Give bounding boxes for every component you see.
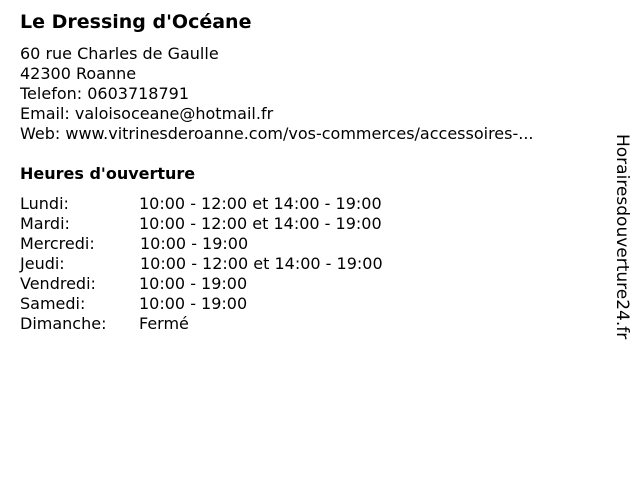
day-times: Fermé xyxy=(139,314,189,333)
day-times: 10:00 - 19:00 xyxy=(139,274,248,293)
day-times: 10:00 - 12:00 et 14:00 - 19:00 xyxy=(140,254,383,273)
hours-row-monday xyxy=(20,194,383,214)
street-address: 60 rue Charles de Gaulle xyxy=(20,44,219,63)
day-label: Dimanche: xyxy=(20,314,107,333)
day-label: Lundi: xyxy=(20,194,69,213)
opening-hours-table xyxy=(20,194,383,334)
day-times: 10:00 - 19:00 xyxy=(140,234,249,253)
brand-watermark: Horairesdouverture24.fr xyxy=(612,134,632,340)
city-postcode: 42300 Roanne xyxy=(20,64,137,83)
day-label: Vendredi: xyxy=(20,274,96,293)
day-label: Mercredi: xyxy=(20,234,95,253)
opening-hours-heading: Heures d'ouverture xyxy=(20,164,196,183)
day-times: 10:00 - 12:00 et 14:00 - 19:00 xyxy=(139,194,382,213)
hours-row-friday xyxy=(20,274,383,294)
hours-row-thursday xyxy=(20,254,383,274)
day-label: Samedi: xyxy=(20,294,86,313)
hours-row-tuesday xyxy=(20,214,383,234)
day-times: 10:00 - 12:00 et 14:00 - 19:00 xyxy=(139,214,382,233)
day-times: 10:00 - 19:00 xyxy=(139,294,248,313)
day-label: Jeudi: xyxy=(20,254,65,273)
email-line: Email: valoisoceane@hotmail.fr xyxy=(20,104,274,123)
web-line: Web: www.vitrinesderoanne.com/vos-commerces/accessoires-... xyxy=(20,124,534,143)
phone-line: Telefon: 0603718791 xyxy=(20,84,190,103)
business-name: Le Dressing d'Océane xyxy=(20,11,252,33)
day-label: Mardi: xyxy=(20,214,70,233)
hours-row-wednesday xyxy=(20,234,383,254)
contact-info xyxy=(20,44,534,144)
hours-row-sunday xyxy=(20,314,383,334)
hours-row-saturday xyxy=(20,294,383,314)
